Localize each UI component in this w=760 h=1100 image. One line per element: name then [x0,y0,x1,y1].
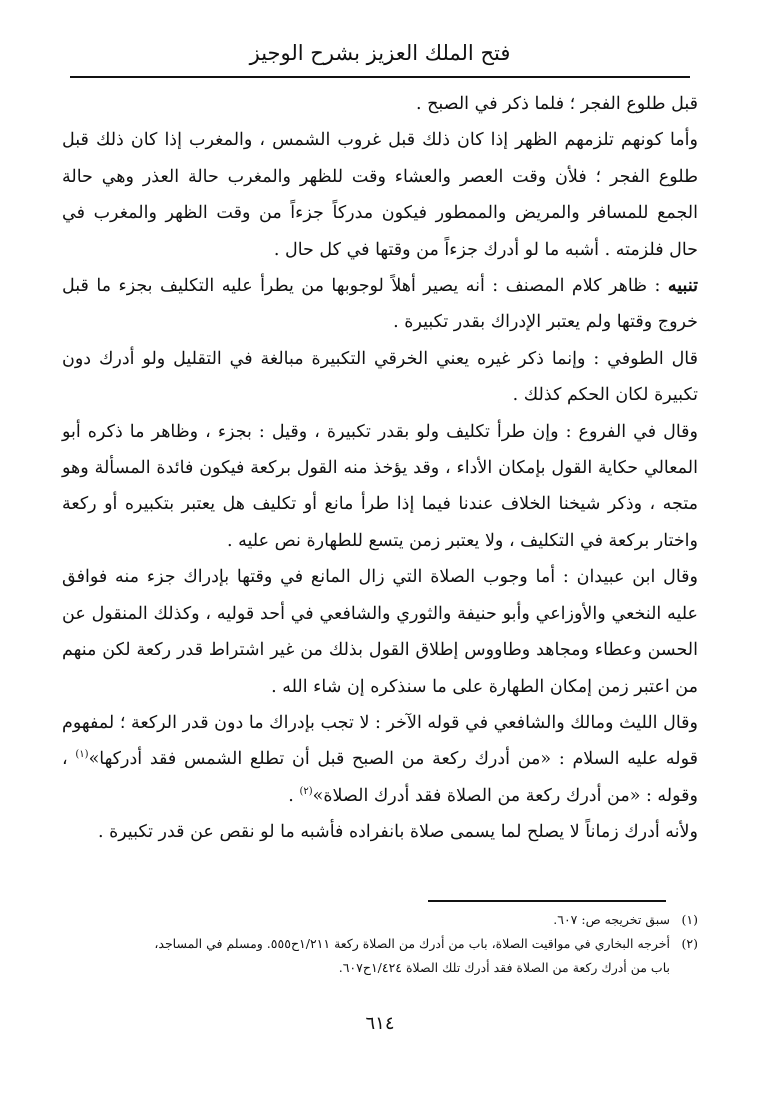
paragraph-8-text: ولأنه أدرك زماناً لا يصلح لما يسمى صلاة بانفراده فأشبه ما لو نقص عن قدر تكبيرة . [97,822,698,843]
paragraph-7-quote: ، وقوله : «من أدرك ركعة من الصلاة فقد أدرك الصلاة» [62,749,698,806]
footnote-2 [62,932,698,956]
main-text [62,86,698,851]
paragraph-8 [62,814,698,850]
paragraph-7 [62,705,698,814]
paragraph-5-text: وقال في الفروع : وإن طرأ تكليف ولو بقدر تكبيرة ، وقيل : بجزء ، وظاهر ما ذكره أبو المعالي حكاية القول بإمكان الأداء ، وقد يؤخذ منه القول بركعة فيكون فائدة المسألة وهو متجه ، وذكر شيخنا الخلاف عندنا فيما إذا طرأ مانع أو تكليف هل يعتبر بتكبيره أو ركعة واختار بركعة في التكليف ، ولا يعتبر زمن يتسع للطهارة نص عليه . [62,421,698,551]
paragraph-3-text: : ظاهر كلام المصنف : أنه يصير أهلاً لوجوبها من يطرأ عليه التكليف بجزء ما قبل خروج وقتها ولم يعتبر الإدراك بقدر تكبيرة . [62,276,698,333]
paragraph-2 [62,122,698,268]
paragraph-7-end: . [288,785,300,806]
paragraph-3 [62,268,698,341]
footnote-ref-2[interactable]: (٢) [299,785,313,797]
footnote-text: سبق تخريجه ص: ٦٠٧. [553,912,670,927]
footnote-text-continued: باب من أدرك ركعة من الصلاة فقد أدرك تلك الصلاة ١/٤٢٤ح٦٠٧. [338,960,670,975]
paragraph-2-text: وأما كونهم تلزمهم الظهر إذا كان ذلك قبل غروب الشمس ، والمغرب إذا كان ذلك قبل طلوع الفجر ؛ فلأن وقت العصر والعشاء وقت للظهر والمغرب حالة العذر وهي حالة الجمع للمسافر والمريض والممطور فيكون مدركاً جزءاً من وقت الظهر والمغرب في حال فلزمته . أشبه ما لو أدرك جزءاً من وقتها في كل حال . [62,130,698,260]
footnote-2-continued [62,956,698,980]
footnote-text: أخرجه البخاري في مواقيت الصلاة، باب من أدرك من الصلاة ركعة ١/٢١١ح٥٥٥. ومسلم في المساجد، [154,936,670,951]
page-number: ٦١٤ [365,1013,395,1034]
footnote-divider [428,900,666,902]
paragraph-5 [62,414,698,560]
paragraph-1 [62,86,698,122]
header-divider [70,76,690,78]
paragraph-4-text: قال الطوفي : وإنما ذكر غيره يعني الخرقي التكبيرة مبالغة في التقليل ولو أدرك دون تكبيرة لكان الحكم كذلك . [62,348,698,406]
paragraph-6-text: وقال ابن عبيدان : أما وجوب الصلاة التي زال المانع في وقتها بإدراك جزء منه فوافق عليه النخعي والأوزاعي وأبو حنيفة والثوري والشافعي في أحد قوليه ، وكذلك المنقول عن الحسن وعطاء ومجاهد وطاووس إطلاق القول بذلك من غير اشتراط قدر ركعة لكن منهم من اعتبر زمن إمكان الطهارة على ما سنذكره إن شاء الله . [62,567,698,697]
footnote-number: (٢) [681,936,698,951]
footnotes [62,908,698,980]
footnote-1 [62,908,698,932]
paragraph-7-text: وقال الليث ومالك والشافعي في قوله الآخر : لا تجب بإدراك ما دون قدر الركعة ؛ لمفهوم قوله عليه السلام : «من أدرك ركعة من الصبح قبل أن تطلع الشمس فقد أدركها» [62,712,698,770]
running-header-title: فتح الملك العزيز بشرح الوجيز [249,41,511,65]
paragraph-4 [62,341,698,414]
paragraph-1-text: قبل طلوع الفجر ؛ فلما ذكر في الصبح . [415,94,698,114]
footnote-number: (١) [681,912,698,927]
footnote-ref-1[interactable]: (١) [75,749,89,761]
paragraph-6 [62,559,698,705]
note-label: تنبيه [667,276,698,297]
